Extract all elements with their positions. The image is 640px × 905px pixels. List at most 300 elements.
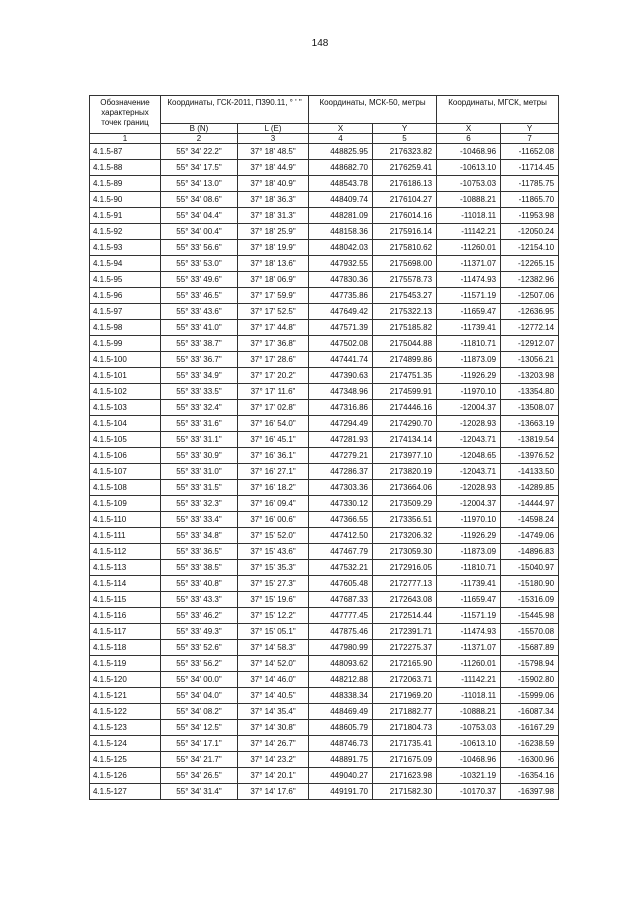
latitude-cell: 55° 33' 43.3"	[161, 592, 238, 608]
mgsk-x-cell: -11970.10	[437, 384, 501, 400]
mgsk-y-cell: -12050.24	[501, 224, 559, 240]
point-id-cell: 4.1.5-91	[90, 208, 161, 224]
msk-y-cell: 2176014.16	[373, 208, 437, 224]
msk-x-cell: 447687.33	[309, 592, 373, 608]
mgsk-y-cell: -14133.50	[501, 464, 559, 480]
latitude-cell: 55° 33' 49.3"	[161, 624, 238, 640]
latitude-cell: 55° 33' 33.4"	[161, 512, 238, 528]
msk-y-cell: 2173664.06	[373, 480, 437, 496]
point-id-cell: 4.1.5-125	[90, 752, 161, 768]
table-row	[90, 736, 559, 752]
table-row	[90, 192, 559, 208]
point-id-cell: 4.1.5-116	[90, 608, 161, 624]
mgsk-y-cell: -13819.54	[501, 432, 559, 448]
longitude-cell: 37° 16' 09.4"	[238, 496, 309, 512]
table-row	[90, 592, 559, 608]
msk-x-cell: 448605.79	[309, 720, 373, 736]
longitude-cell: 37° 18' 25.9"	[238, 224, 309, 240]
msk-y-cell: 2171582.30	[373, 784, 437, 800]
point-id-cell: 4.1.5-106	[90, 448, 161, 464]
mgsk-y-cell: -14749.06	[501, 528, 559, 544]
table-row	[90, 544, 559, 560]
msk-y-cell: 2171675.09	[373, 752, 437, 768]
mgsk-y-cell: -15040.97	[501, 560, 559, 576]
table-row	[90, 656, 559, 672]
mgsk-x-cell: -11659.47	[437, 592, 501, 608]
longitude-cell: 37° 17' 20.2"	[238, 368, 309, 384]
msk-x-cell: 447980.99	[309, 640, 373, 656]
table-row	[90, 528, 559, 544]
table-row	[90, 624, 559, 640]
msk-x-cell: 447366.55	[309, 512, 373, 528]
point-id-cell: 4.1.5-103	[90, 400, 161, 416]
mgsk-y-cell: -12636.95	[501, 304, 559, 320]
table-row	[90, 784, 559, 800]
point-id-cell: 4.1.5-92	[90, 224, 161, 240]
column-number: 6	[437, 134, 501, 144]
table-row	[90, 496, 559, 512]
mgsk-y-cell: -13354.80	[501, 384, 559, 400]
longitude-cell: 37° 15' 27.3"	[238, 576, 309, 592]
mgsk-y-cell: -15180.90	[501, 576, 559, 592]
msk-x-cell: 447932.55	[309, 256, 373, 272]
msk-x-cell: 448409.74	[309, 192, 373, 208]
mgsk-y-cell: -12382.96	[501, 272, 559, 288]
msk-x-cell: 447348.96	[309, 384, 373, 400]
msk-y-cell: 2172165.90	[373, 656, 437, 672]
point-id-cell: 4.1.5-98	[90, 320, 161, 336]
mgsk-y-cell: -12265.15	[501, 256, 559, 272]
page-number: 148	[311, 38, 329, 49]
point-id-cell: 4.1.5-88	[90, 160, 161, 176]
longitude-cell: 37° 17' 28.6"	[238, 352, 309, 368]
mgsk-y-cell: -11652.08	[501, 144, 559, 160]
latitude-cell: 55° 34' 00.0"	[161, 672, 238, 688]
mgsk-y-cell: -11865.70	[501, 192, 559, 208]
msk-x-cell: 447605.48	[309, 576, 373, 592]
column-number: 4	[309, 134, 373, 144]
msk-x-cell: 448469.49	[309, 704, 373, 720]
mgsk-y-cell: -15316.09	[501, 592, 559, 608]
subheader-mgsk-y: Y	[501, 124, 559, 134]
msk-x-cell: 448093.62	[309, 656, 373, 672]
longitude-cell: 37° 16' 18.2"	[238, 480, 309, 496]
msk-x-cell: 447875.46	[309, 624, 373, 640]
longitude-cell: 37° 18' 31.3"	[238, 208, 309, 224]
msk-x-cell: 447571.39	[309, 320, 373, 336]
latitude-cell: 55° 33' 36.7"	[161, 352, 238, 368]
msk-y-cell: 2172777.13	[373, 576, 437, 592]
msk-y-cell: 2176104.27	[373, 192, 437, 208]
header-mgsk-coordinates: Координаты, МГСК, метры	[437, 96, 559, 124]
point-id-cell: 4.1.5-122	[90, 704, 161, 720]
mgsk-y-cell: -16087.34	[501, 704, 559, 720]
table-row	[90, 256, 559, 272]
table-row	[90, 400, 559, 416]
mgsk-y-cell: -11785.75	[501, 176, 559, 192]
table-row	[90, 576, 559, 592]
msk-y-cell: 2175916.14	[373, 224, 437, 240]
subheader-mgsk-x: X	[437, 124, 501, 134]
latitude-cell: 55° 33' 46.5"	[161, 288, 238, 304]
msk-x-cell: 448212.88	[309, 672, 373, 688]
point-id-cell: 4.1.5-115	[90, 592, 161, 608]
mgsk-y-cell: -14289.85	[501, 480, 559, 496]
header-point-designation: Обозначение характерных точек границ	[90, 96, 161, 134]
msk-x-cell: 447777.45	[309, 608, 373, 624]
longitude-cell: 37° 14' 30.8"	[238, 720, 309, 736]
longitude-cell: 37° 16' 45.1"	[238, 432, 309, 448]
msk-x-cell: 448891.75	[309, 752, 373, 768]
mgsk-x-cell: -12004.37	[437, 400, 501, 416]
point-id-cell: 4.1.5-102	[90, 384, 161, 400]
msk-x-cell: 449191.70	[309, 784, 373, 800]
latitude-cell: 55° 34' 04.4"	[161, 208, 238, 224]
mgsk-y-cell: -12912.07	[501, 336, 559, 352]
coordinates-table	[89, 95, 559, 800]
table-row	[90, 288, 559, 304]
latitude-cell: 55° 34' 31.4"	[161, 784, 238, 800]
point-id-cell: 4.1.5-94	[90, 256, 161, 272]
msk-x-cell: 448682.70	[309, 160, 373, 176]
msk-y-cell: 2175698.00	[373, 256, 437, 272]
mgsk-y-cell: -13056.21	[501, 352, 559, 368]
longitude-cell: 37° 14' 23.2"	[238, 752, 309, 768]
table-row	[90, 432, 559, 448]
msk-y-cell: 2174290.70	[373, 416, 437, 432]
longitude-cell: 37° 18' 48.5"	[238, 144, 309, 160]
mgsk-x-cell: -11142.21	[437, 672, 501, 688]
mgsk-x-cell: -11926.29	[437, 368, 501, 384]
msk-y-cell: 2171804.73	[373, 720, 437, 736]
point-id-cell: 4.1.5-126	[90, 768, 161, 784]
msk-y-cell: 2171882.77	[373, 704, 437, 720]
latitude-cell: 55° 33' 33.5"	[161, 384, 238, 400]
longitude-cell: 37° 14' 17.6"	[238, 784, 309, 800]
latitude-cell: 55° 34' 13.0"	[161, 176, 238, 192]
mgsk-x-cell: -12043.71	[437, 432, 501, 448]
latitude-cell: 55° 33' 53.0"	[161, 256, 238, 272]
table-row	[90, 160, 559, 176]
longitude-cell: 37° 18' 06.9"	[238, 272, 309, 288]
mgsk-x-cell: -10753.03	[437, 176, 501, 192]
mgsk-x-cell: -11970.10	[437, 512, 501, 528]
latitude-cell: 55° 33' 56.2"	[161, 656, 238, 672]
latitude-cell: 55° 33' 49.6"	[161, 272, 238, 288]
latitude-cell: 55° 34' 26.5"	[161, 768, 238, 784]
msk-y-cell: 2176323.82	[373, 144, 437, 160]
msk-x-cell: 448042.03	[309, 240, 373, 256]
point-id-cell: 4.1.5-117	[90, 624, 161, 640]
table-row	[90, 176, 559, 192]
table-row	[90, 480, 559, 496]
mgsk-x-cell: -11810.71	[437, 336, 501, 352]
mgsk-y-cell: -15999.06	[501, 688, 559, 704]
longitude-cell: 37° 14' 52.0"	[238, 656, 309, 672]
column-number: 3	[238, 134, 309, 144]
table-row	[90, 688, 559, 704]
msk-y-cell: 2172063.71	[373, 672, 437, 688]
msk-y-cell: 2174599.91	[373, 384, 437, 400]
column-number: 1	[90, 134, 161, 144]
mgsk-x-cell: -11571.19	[437, 288, 501, 304]
mgsk-x-cell: -12004.37	[437, 496, 501, 512]
point-id-cell: 4.1.5-113	[90, 560, 161, 576]
mgsk-y-cell: -15445.98	[501, 608, 559, 624]
table-row	[90, 352, 559, 368]
longitude-cell: 37° 17' 52.5"	[238, 304, 309, 320]
longitude-cell: 37° 17' 44.8"	[238, 320, 309, 336]
table-row	[90, 640, 559, 656]
latitude-cell: 55° 33' 43.6"	[161, 304, 238, 320]
msk-x-cell: 447412.50	[309, 528, 373, 544]
mgsk-x-cell: -11873.09	[437, 352, 501, 368]
subheader-l: L (E)	[238, 124, 309, 134]
latitude-cell: 55° 33' 38.7"	[161, 336, 238, 352]
mgsk-x-cell: -11018.11	[437, 688, 501, 704]
msk-y-cell: 2171735.41	[373, 736, 437, 752]
msk-y-cell: 2175453.27	[373, 288, 437, 304]
longitude-cell: 37° 18' 13.6"	[238, 256, 309, 272]
longitude-cell: 37° 17' 11.6"	[238, 384, 309, 400]
longitude-cell: 37° 17' 59.9"	[238, 288, 309, 304]
longitude-cell: 37° 16' 54.0"	[238, 416, 309, 432]
header-gsk-coordinates: Координаты, ГСК-2011, П390.11, ° ' "	[161, 96, 309, 124]
latitude-cell: 55° 34' 00.4"	[161, 224, 238, 240]
table-row	[90, 272, 559, 288]
point-id-cell: 4.1.5-101	[90, 368, 161, 384]
latitude-cell: 55° 33' 30.9"	[161, 448, 238, 464]
latitude-cell: 55° 33' 31.5"	[161, 480, 238, 496]
point-id-cell: 4.1.5-109	[90, 496, 161, 512]
msk-y-cell: 2173356.51	[373, 512, 437, 528]
mgsk-y-cell: -13663.19	[501, 416, 559, 432]
msk-y-cell: 2174134.14	[373, 432, 437, 448]
msk-x-cell: 447281.93	[309, 432, 373, 448]
mgsk-y-cell: -15798.94	[501, 656, 559, 672]
msk-x-cell: 447532.21	[309, 560, 373, 576]
longitude-cell: 37° 15' 05.1"	[238, 624, 309, 640]
latitude-cell: 55° 34' 21.7"	[161, 752, 238, 768]
latitude-cell: 55° 34' 08.6"	[161, 192, 238, 208]
point-id-cell: 4.1.5-95	[90, 272, 161, 288]
mgsk-y-cell: -14444.97	[501, 496, 559, 512]
msk-x-cell: 447286.37	[309, 464, 373, 480]
longitude-cell: 37° 14' 58.3"	[238, 640, 309, 656]
table-row	[90, 224, 559, 240]
longitude-cell: 37° 16' 00.6"	[238, 512, 309, 528]
latitude-cell: 55° 33' 46.2"	[161, 608, 238, 624]
longitude-cell: 37° 18' 36.3"	[238, 192, 309, 208]
longitude-cell: 37° 17' 36.8"	[238, 336, 309, 352]
msk-y-cell: 2171623.98	[373, 768, 437, 784]
latitude-cell: 55° 33' 31.6"	[161, 416, 238, 432]
mgsk-x-cell: -11873.09	[437, 544, 501, 560]
msk-x-cell: 447502.08	[309, 336, 373, 352]
latitude-cell: 55° 33' 32.4"	[161, 400, 238, 416]
mgsk-x-cell: -10468.96	[437, 752, 501, 768]
latitude-cell: 55° 33' 31.1"	[161, 432, 238, 448]
table-row	[90, 720, 559, 736]
table-row	[90, 672, 559, 688]
mgsk-y-cell: -12154.10	[501, 240, 559, 256]
longitude-cell: 37° 15' 35.3"	[238, 560, 309, 576]
header-msk-coordinates: Координаты, МСК-50, метры	[309, 96, 437, 124]
point-id-cell: 4.1.5-108	[90, 480, 161, 496]
mgsk-y-cell: -16238.59	[501, 736, 559, 752]
msk-x-cell: 447279.21	[309, 448, 373, 464]
msk-x-cell: 447316.86	[309, 400, 373, 416]
mgsk-x-cell: -10613.10	[437, 160, 501, 176]
point-id-cell: 4.1.5-112	[90, 544, 161, 560]
mgsk-x-cell: -10468.96	[437, 144, 501, 160]
subheader-msk-y: Y	[373, 124, 437, 134]
mgsk-y-cell: -16354.16	[501, 768, 559, 784]
mgsk-x-cell: -11810.71	[437, 560, 501, 576]
point-id-cell: 4.1.5-110	[90, 512, 161, 528]
msk-y-cell: 2174446.16	[373, 400, 437, 416]
mgsk-x-cell: -11142.21	[437, 224, 501, 240]
msk-x-cell: 447294.49	[309, 416, 373, 432]
mgsk-x-cell: -12048.65	[437, 448, 501, 464]
table-row	[90, 752, 559, 768]
mgsk-x-cell: -11018.11	[437, 208, 501, 224]
latitude-cell: 55° 34' 17.1"	[161, 736, 238, 752]
msk-y-cell: 2176186.13	[373, 176, 437, 192]
table-row	[90, 448, 559, 464]
msk-x-cell: 448746.73	[309, 736, 373, 752]
latitude-cell: 55° 33' 41.0"	[161, 320, 238, 336]
point-id-cell: 4.1.5-107	[90, 464, 161, 480]
msk-x-cell: 448281.09	[309, 208, 373, 224]
mgsk-x-cell: -11571.19	[437, 608, 501, 624]
msk-x-cell: 448158.36	[309, 224, 373, 240]
mgsk-x-cell: -12028.93	[437, 416, 501, 432]
msk-x-cell: 447735.86	[309, 288, 373, 304]
msk-x-cell: 447830.36	[309, 272, 373, 288]
mgsk-y-cell: -15687.89	[501, 640, 559, 656]
latitude-cell: 55° 33' 36.5"	[161, 544, 238, 560]
mgsk-y-cell: -16300.96	[501, 752, 559, 768]
mgsk-y-cell: -12507.06	[501, 288, 559, 304]
msk-x-cell: 448338.34	[309, 688, 373, 704]
msk-y-cell: 2172514.44	[373, 608, 437, 624]
point-id-cell: 4.1.5-123	[90, 720, 161, 736]
mgsk-y-cell: -14896.83	[501, 544, 559, 560]
msk-y-cell: 2171969.20	[373, 688, 437, 704]
mgsk-x-cell: -11926.29	[437, 528, 501, 544]
point-id-cell: 4.1.5-124	[90, 736, 161, 752]
latitude-cell: 55° 34' 12.5"	[161, 720, 238, 736]
msk-y-cell: 2173820.19	[373, 464, 437, 480]
point-id-cell: 4.1.5-114	[90, 576, 161, 592]
msk-x-cell: 447303.36	[309, 480, 373, 496]
msk-y-cell: 2172916.05	[373, 560, 437, 576]
mgsk-x-cell: -11371.07	[437, 640, 501, 656]
point-id-cell: 4.1.5-96	[90, 288, 161, 304]
msk-x-cell: 447441.74	[309, 352, 373, 368]
mgsk-x-cell: -10888.21	[437, 192, 501, 208]
msk-y-cell: 2172643.08	[373, 592, 437, 608]
table-row	[90, 704, 559, 720]
table-row	[90, 608, 559, 624]
mgsk-x-cell: -11739.41	[437, 576, 501, 592]
table-body	[90, 144, 559, 800]
table-row	[90, 512, 559, 528]
longitude-cell: 37° 15' 52.0"	[238, 528, 309, 544]
mgsk-y-cell: -13203.98	[501, 368, 559, 384]
mgsk-x-cell: -11474.93	[437, 272, 501, 288]
table-row	[90, 768, 559, 784]
msk-x-cell: 447649.42	[309, 304, 373, 320]
mgsk-x-cell: -11260.01	[437, 656, 501, 672]
mgsk-x-cell: -11371.07	[437, 256, 501, 272]
longitude-cell: 37° 14' 46.0"	[238, 672, 309, 688]
msk-y-cell: 2173206.32	[373, 528, 437, 544]
msk-y-cell: 2175322.13	[373, 304, 437, 320]
point-id-cell: 4.1.5-104	[90, 416, 161, 432]
latitude-cell: 55° 34' 08.2"	[161, 704, 238, 720]
longitude-cell: 37° 15' 43.6"	[238, 544, 309, 560]
point-id-cell: 4.1.5-89	[90, 176, 161, 192]
point-id-cell: 4.1.5-111	[90, 528, 161, 544]
msk-y-cell: 2173977.10	[373, 448, 437, 464]
mgsk-x-cell: -12043.71	[437, 464, 501, 480]
msk-y-cell: 2173509.29	[373, 496, 437, 512]
point-id-cell: 4.1.5-120	[90, 672, 161, 688]
table-row	[90, 464, 559, 480]
table-row	[90, 560, 559, 576]
latitude-cell: 55° 33' 40.8"	[161, 576, 238, 592]
point-id-cell: 4.1.5-97	[90, 304, 161, 320]
longitude-cell: 37° 16' 27.1"	[238, 464, 309, 480]
msk-y-cell: 2174751.35	[373, 368, 437, 384]
mgsk-y-cell: -12772.14	[501, 320, 559, 336]
latitude-cell: 55° 33' 32.3"	[161, 496, 238, 512]
table-row	[90, 240, 559, 256]
subheader-b: B (N)	[161, 124, 238, 134]
mgsk-x-cell: -12028.93	[437, 480, 501, 496]
latitude-cell: 55° 33' 34.9"	[161, 368, 238, 384]
mgsk-y-cell: -11714.45	[501, 160, 559, 176]
table-row	[90, 304, 559, 320]
longitude-cell: 37° 14' 40.5"	[238, 688, 309, 704]
point-id-cell: 4.1.5-121	[90, 688, 161, 704]
latitude-cell: 55° 33' 52.6"	[161, 640, 238, 656]
longitude-cell: 37° 18' 44.9"	[238, 160, 309, 176]
msk-y-cell: 2174899.86	[373, 352, 437, 368]
msk-y-cell: 2175810.62	[373, 240, 437, 256]
mgsk-y-cell: -16167.29	[501, 720, 559, 736]
msk-x-cell: 448543.78	[309, 176, 373, 192]
longitude-cell: 37° 16' 36.1"	[238, 448, 309, 464]
mgsk-y-cell: -13508.07	[501, 400, 559, 416]
mgsk-x-cell: -10321.19	[437, 768, 501, 784]
mgsk-y-cell: -16397.98	[501, 784, 559, 800]
longitude-cell: 37° 14' 26.7"	[238, 736, 309, 752]
point-id-cell: 4.1.5-93	[90, 240, 161, 256]
mgsk-y-cell: -15902.80	[501, 672, 559, 688]
msk-x-cell: 447467.79	[309, 544, 373, 560]
table-row	[90, 384, 559, 400]
latitude-cell: 55° 34' 04.0"	[161, 688, 238, 704]
longitude-cell: 37° 18' 19.9"	[238, 240, 309, 256]
latitude-cell: 55° 33' 56.6"	[161, 240, 238, 256]
longitude-cell: 37° 15' 19.6"	[238, 592, 309, 608]
latitude-cell: 55° 34' 22.2"	[161, 144, 238, 160]
msk-y-cell: 2172391.71	[373, 624, 437, 640]
msk-x-cell: 449040.27	[309, 768, 373, 784]
